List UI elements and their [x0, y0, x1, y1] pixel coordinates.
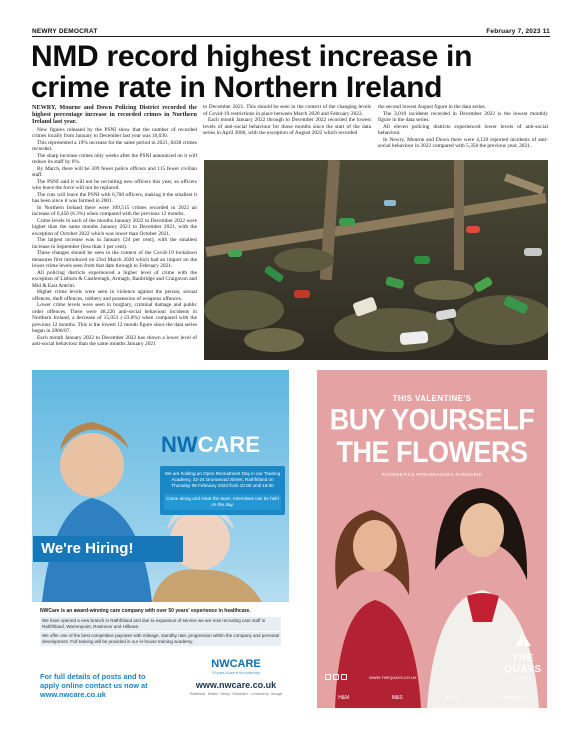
paragraph: The PSNI said it will not be recruiting new officers this year, so officers who leave the force will not be replaced.	[32, 178, 197, 192]
paragraph: The largest increase was in January (24 per cent), with the smallest increase in September (less than 1 per cent).	[32, 237, 197, 250]
nwcare-locations: Rathfriland · Belfast · Newry · Enniskillen · Londonderry · Armagh	[189, 692, 283, 696]
the-quays-location: NEWRY	[514, 675, 532, 680]
the-quays-name: THE QUAYS	[504, 653, 542, 675]
buy-yourself-headline	[317, 404, 547, 469]
date-and-page-number: February 7, 2023 11	[486, 28, 550, 35]
nwcare-footer-logo	[188, 658, 284, 697]
paragraph: This represented a 19% increase for the same period in 2021, 8438 crimes recorded.	[32, 139, 197, 153]
the-quays-advert	[317, 370, 547, 708]
valentines-kicker: THIS VALENTINE'S	[392, 394, 472, 403]
instagram-icon	[333, 674, 339, 680]
paragraph: Each month January 2022 through to December 2022 recorded the lowest levels of anti-social behaviour for those months since the start of the data series in April 2006, with the exception of August 2022 which recorded	[203, 117, 371, 136]
nwcare-benefits-text: We offer one of the best competitive payrates with mileage, standby rate, progression within the company and personal development. Full training will be provided in our in-house training academy.	[40, 632, 281, 646]
store-logo-hm: H&M	[338, 695, 350, 701]
sail-icon	[513, 632, 533, 648]
store-logos	[317, 688, 547, 708]
headline-line-2: THE FLOWERS	[336, 436, 528, 469]
nwcare-expansion-text: We have opened a new branch in Rathfriland and due to expansion of service we are now recruiting care staff in Rathfriland, Warrenpoint, Rostrevor and Hilltown.	[40, 617, 281, 631]
the-quays-logo	[503, 632, 543, 680]
nwcare-details	[32, 602, 289, 708]
recruitment-day-box	[160, 466, 285, 515]
the-quays-website: WWW.THEQUAYS.CO.UK	[369, 675, 417, 680]
paragraph: In Newry, Mourne and Down there were 4,120 reported incidents of anti-social behaviour in 2022 compared with 5,356 the previous year, 2021.	[378, 136, 548, 149]
nwcare-footer-logo-name: NWCARE	[211, 658, 261, 670]
paragraph: All policing districts experienced a higher level of crime with the exception of Lisburn & Castlereagh, Armagh, Banbridge and Craigavon and Mid & East Antrim.	[32, 269, 197, 289]
headline-line-1: BUY YOURSELF	[329, 403, 535, 436]
nwcare-logo-nw: NW	[161, 432, 198, 457]
recruitment-day-subtext: Come along and meet the team. Interviews can be held on the day.	[164, 494, 281, 510]
nwcare-website: www.nwcare.co.uk	[195, 680, 277, 690]
paragraph: By March, there will be 309 fewer police officers and 115 fewer civilian staff.	[32, 165, 197, 179]
nwcare-intro: NWCare is an award-winning care company with over 50 years' experience in healthcare.	[40, 608, 251, 614]
paragraph: the second lowest August figure in the data series.	[378, 104, 486, 110]
paragraph: The cuts will leave the PSNI with 6,700 officers, making it the smallest it has been since it was formed in 2001.	[32, 191, 197, 205]
article-column-3	[378, 104, 548, 150]
publication-name: NEWRY DEMOCRAT	[32, 28, 98, 35]
paragraph: All eleven policing districts experienced lower levels of anti-social behaviour.	[378, 123, 548, 136]
nwcare-call-to-action: For full details of posts and to apply online contact us now at www.nwcare.co.uk	[40, 672, 148, 699]
nwcare-advert	[32, 370, 289, 708]
paragraph: In Northern Ireland there were 109,515 crimes recorded in 2022 an increase of 6,456 (6.3%) when compared with the previous 12 months.	[32, 204, 197, 218]
store-logo-boots: Boots	[444, 695, 458, 701]
social-icons	[325, 674, 347, 680]
recruitment-day-text: We are holding an Open Recruitment Day in our Training Academy, 22-24 Drumaroad Street, Rathfriland on Thursday 09 February 2023 from 10.00 until 16:00	[164, 471, 281, 489]
store-logo-ms: M&S	[391, 695, 403, 701]
twitter-icon	[341, 674, 347, 680]
nwcare-logo-care: CARE	[197, 432, 260, 457]
hashtags: #COSMETICS #FRAGRANCES #LINGERIE	[381, 472, 483, 477]
paragraph: Lower crime levels were seen in burglary, criminal damage and public order offences. There were 48,226 anti-social behaviour incidents in Northern Ireland, a decrease of 15,051 (-23.8%) when compared with the previous 12 months. This is the lowest 12 month figure since the data series began in 2006/07.	[32, 302, 197, 335]
paragraph: Higher crime levels were seen in violence against the person, sexual offences, theft offences, robbery and possession of weapons offences.	[32, 289, 197, 302]
store-logo-sainsburys: Sainsbury's	[500, 695, 526, 701]
nwcare-tagline: 50 years of care in the community	[212, 671, 260, 675]
paragraph: The sharp increase comes only weeks after the PSNI announced on it will reduce its staff by 6%.	[32, 152, 197, 166]
article-column-1	[32, 104, 197, 348]
article-column-2	[203, 104, 371, 137]
article-lead: NEWRY, Mourne and Down Policing District recorded the highest percentage increase in recorded crimes in Northern Ireland last year.	[32, 104, 197, 126]
page-header	[32, 27, 550, 37]
paragraph: Each month January 2022 to December 2022 has shown a lower level of anti-social behaviour than the same months January 2021	[32, 334, 197, 348]
were-hiring-banner: We're Hiring!	[33, 536, 183, 562]
litter-photo	[204, 160, 548, 360]
paragraph: Crime levels in each of the months January 2022 to December 2022 were higher than the same months January 2021 to December 2021, with the exception of October 2022 which was lower than October 2021.	[32, 217, 197, 237]
paragraph: The 3,010 incidents recorded in December 2022 is the lowest monthly figure in the data series.	[378, 110, 548, 123]
paragraph: New figures released by the PSNI show that the number of recorded crimes locally from January to December last year was 10,030.	[32, 126, 197, 140]
litter-photo-illustration	[204, 160, 548, 360]
article-headline: NMD record highest increase in crime rate in Northern Ireland	[31, 40, 473, 104]
paragraph: These changes should be seen in the context of the Covid-19 lockdown measures first introduced on 23rd March 2020 which had an impact on the lower crime levels seen from that date through to February 2021.	[32, 250, 197, 270]
nwcare-logo	[153, 427, 268, 463]
paragraph: to December 2021. This should be seen in the context of the changing levels of Covid-19 restrictions in place between March 2020 and February 2022.	[203, 104, 371, 117]
facebook-icon	[325, 674, 331, 680]
